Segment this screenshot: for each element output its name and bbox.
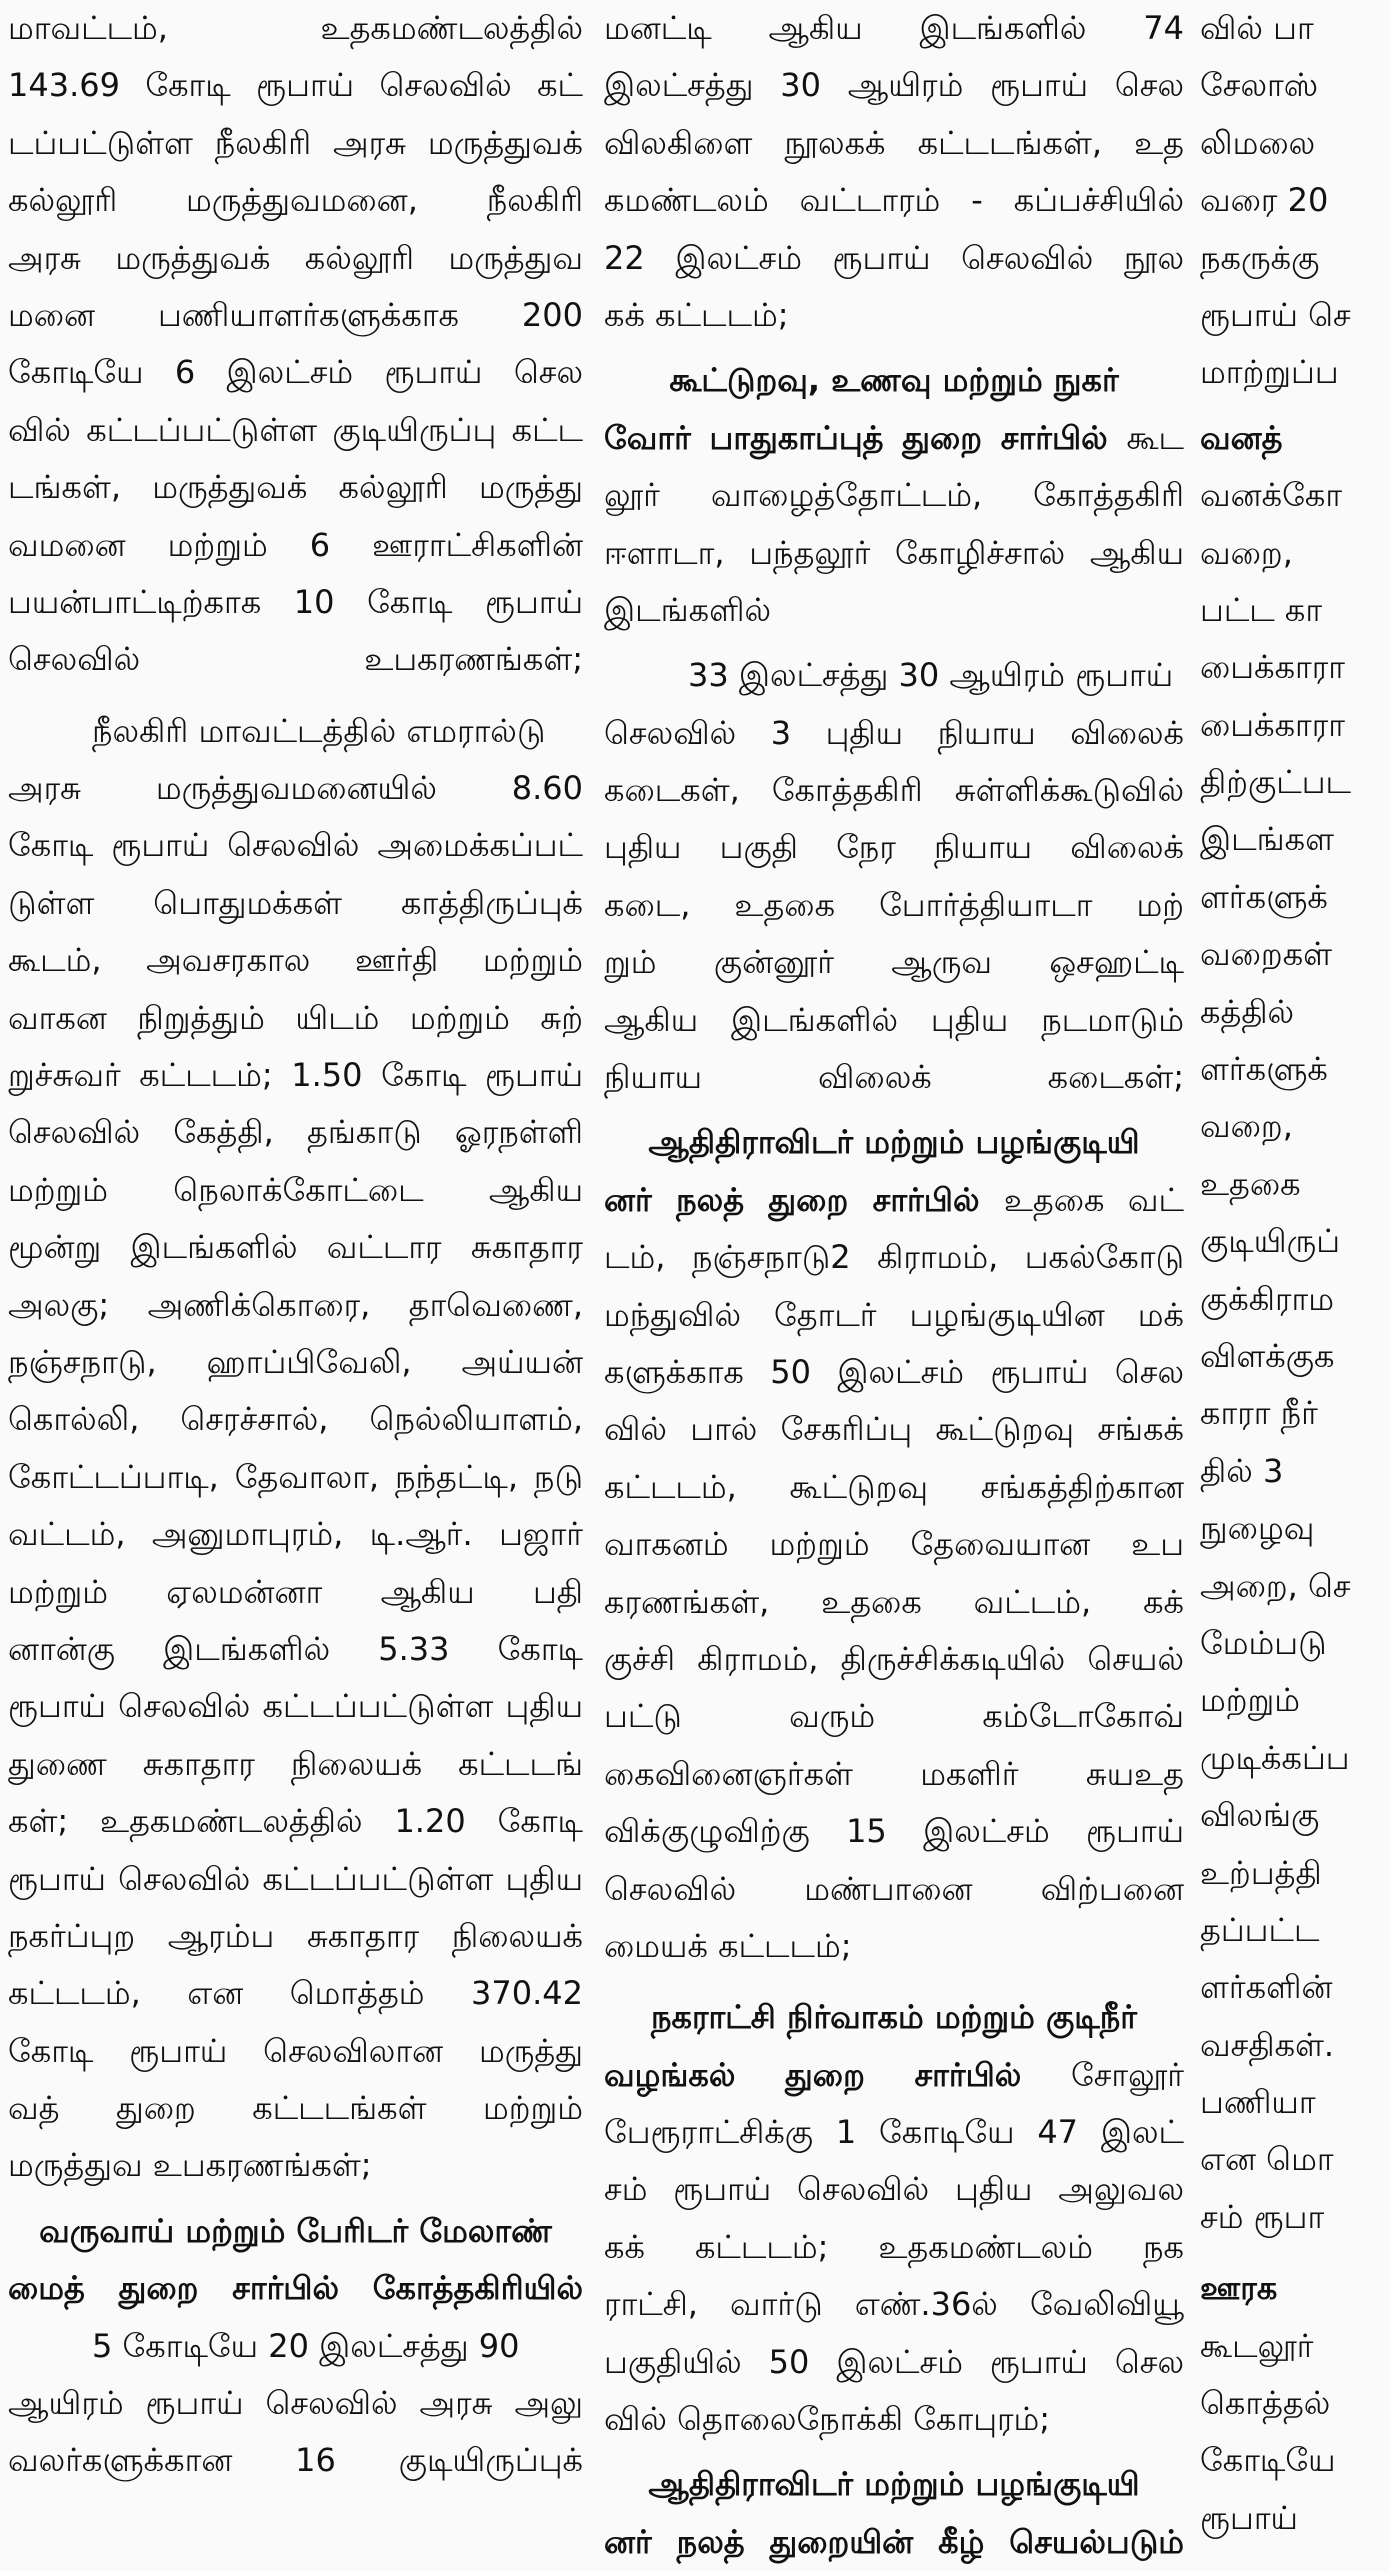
text-line: விளக்குக	[1200, 1336, 1335, 1375]
text-line: கக் கட்டடம்; உதகமண்டலம் நக	[604, 2227, 1184, 2266]
text-line: குக்கிராம	[1200, 1279, 1334, 1318]
text-line: வில் கட்டப்பட்டுள்ள குடியிருப்பு கட்ட	[8, 410, 583, 449]
text-line: னர் நலத் துறையின் கீழ் செயல்படும்	[604, 2522, 1184, 2561]
text-line: பயன்பாட்டிற்காக 10 கோடி ரூபாய்	[8, 582, 583, 621]
text-line: கொல்லி, செரச்சால், நெல்லியாளம்,	[8, 1400, 583, 1439]
text-line: மையக் கட்டடம்;	[604, 1926, 852, 1965]
section-heading: கூட்டுறவு, உணவு மற்றும் நுகர்	[669, 361, 1119, 400]
paragraph	[604, 1114, 1184, 1975]
text-line: கோடியே 6 இலட்சம் ரூபாய் செல	[8, 353, 583, 392]
paragraph	[604, 0, 1184, 344]
text-line: 5 கோடியே 20 இலட்சத்து 90	[92, 2326, 520, 2365]
text-line: களுக்காக 50 இலட்சம் ரூபாய் செல	[604, 1352, 1184, 1391]
paragraph	[1200, 0, 1390, 402]
text-line: வத் துறை கட்டடங்கள் மற்றும்	[8, 2089, 583, 2128]
text-line: வில் தொலைநோக்கி கோபுரம்;	[604, 2400, 1051, 2439]
section-heading-tail: னர் நலத் துறை சார்பில்	[604, 1180, 1004, 1219]
text-line: 22 இலட்சம் ரூபாய் செலவில் நூல	[604, 238, 1184, 277]
text-line: வில் பா	[1200, 9, 1314, 47]
text-line: செலவில் 3 புதிய நியாய விலைக்	[604, 713, 1184, 752]
text-line: ராட்சி, வார்டு எண்.36ல் வேலிவியூ	[604, 2285, 1184, 2324]
text-line: தில் 3	[1200, 1451, 1284, 1490]
text-line: கடை, உதகை போர்த்தியாடா மற்	[604, 885, 1184, 924]
text-line: டங்கள், மருத்துவக் கல்லூரி மருத்து	[8, 468, 583, 507]
text-line	[604, 2047, 1184, 2104]
section-heading: ஊரக	[1200, 2269, 1278, 2308]
text-line: ஈளாடா, பந்தலூர் கோழிச்சால் ஆகிய	[604, 533, 1184, 572]
text-line: கைவினைஞர்கள் மகளிர் சுயஉத	[604, 1754, 1184, 1793]
text-line: னான்கு இடங்களில் 5.33 கோடி	[8, 1629, 583, 1668]
text-line: ஆகிய இடங்களில் புதிய நடமாடும்	[604, 1000, 1184, 1039]
paragraph	[8, 703, 583, 2195]
paragraph-gap	[1200, 2246, 1390, 2260]
text-line: ளர்களுக்	[1200, 1050, 1328, 1089]
text-run: கூட	[1126, 418, 1184, 457]
text-run: சோலூர்	[1070, 2055, 1184, 2094]
text-line: நுழைவு	[1200, 1509, 1315, 1548]
text-run: உதகை வட்	[1003, 1180, 1185, 1219]
paragraph	[8, 2203, 583, 2490]
text-line: நஞ்சநாடு, ஹாப்பிவேலி, அய்யன்	[8, 1342, 583, 1381]
text-line: மனட்டி ஆகிய இடங்களில் 74	[604, 9, 1184, 47]
text-line: வனக்கோ	[1200, 476, 1343, 515]
section-heading: நகராட்சி நிர்வாகம் மற்றும் குடிநீர்	[651, 1998, 1137, 2037]
text-line: அரசு மருத்துவமனையில் 8.60	[8, 769, 583, 808]
text-line: கடைகள், கோத்தகிரி சுள்ளிக்கூடுவில்	[604, 771, 1184, 810]
text-line: செலவில் மண்பானை விற்பனை	[604, 1869, 1184, 1908]
text-line: குச்சி கிராமம், திருச்சிக்கடியில் செயல்	[604, 1639, 1184, 1678]
text-line: இலட்சத்து 30 ஆயிரம் ரூபாய் செல	[604, 66, 1184, 105]
section-heading: வனத்	[1200, 418, 1283, 457]
text-line: நகர்ப்புற ஆரம்ப சுகாதார நிலையக்	[8, 1916, 583, 1955]
text-line: சம் ரூபாய் செலவில் புதிய அலுவல	[604, 2170, 1184, 2209]
text-line: உதகை	[1200, 1164, 1301, 1203]
text-line: டம், நஞ்சநாடு2 கிராமம், பகல்கோடு	[604, 1238, 1184, 1277]
text-line: வரை 20	[1200, 181, 1329, 220]
text-line: என மொ	[1200, 2140, 1334, 2179]
paragraph	[8, 0, 583, 689]
paragraph-gap	[1200, 402, 1390, 410]
text-line: 143.69 கோடி ரூபாய் செலவில் கட்	[8, 66, 583, 105]
text-line: பைக்காரா	[1200, 648, 1345, 687]
text-line: கமண்டலம் வட்டாரம் - கப்பச்சியில்	[604, 181, 1184, 220]
paragraph	[604, 647, 1184, 1106]
text-line: கட்டடம், என மொத்தம் 370.42	[8, 1974, 583, 2013]
text-line: வறை,	[1200, 1107, 1293, 1146]
text-line: மற்றும்	[1200, 1681, 1301, 1720]
column-1	[8, 0, 583, 2490]
text-line	[604, 410, 1184, 467]
text-line: செலவில் உபகரணங்கள்;	[8, 640, 583, 679]
section-heading-tail: வழங்கல் துறை சார்பில்	[604, 2055, 1071, 2094]
text-line: ளர்களுக்	[1200, 877, 1328, 916]
text-line: பேரூராட்சிக்கு 1 கோடியே 47 இலட்	[604, 2113, 1184, 2152]
text-line: நியாய விலைக் கடைகள்;	[604, 1058, 1184, 1097]
text-line: பகுதியில் 50 இலட்சம் ரூபாய் செல	[604, 2342, 1184, 2381]
text-line: நீலகிரி மாவட்டத்தில் எமரால்டு	[92, 711, 546, 750]
text-line: இடங்கள	[1200, 820, 1334, 859]
text-line: மாவட்டம், உதகமண்டலத்தில்	[8, 9, 583, 47]
paragraph-gap	[604, 2448, 1184, 2456]
text-line: விலங்கு	[1200, 1796, 1320, 1835]
text-line	[604, 1172, 1184, 1229]
text-line: லூர் வாழைத்தோட்டம், கோத்தகிரி	[604, 476, 1184, 515]
text-line: பணியா	[1200, 2083, 1316, 2122]
text-line: வசதிகள்.	[1200, 2025, 1335, 2064]
text-line: றுச்சுவர் கட்டடம்; 1.50 கோடி ரூபாய்	[8, 1056, 583, 1095]
text-line: கோடி ரூபாய் செலவிலான மருத்து	[8, 2031, 583, 2070]
text-line: விலகிளை நூலகக் கட்டடங்கள், உத	[604, 123, 1184, 162]
text-line: மருத்துவ உபகரணங்கள்;	[8, 2146, 372, 2185]
paragraph	[1200, 2260, 1390, 2547]
text-line: றும் குன்னூர் ஆருவ ஒசஹட்டி	[604, 943, 1184, 982]
text-line: புதிய பகுதி நேர நியாய விலைக்	[604, 828, 1184, 867]
text-line: வாகனம் மற்றும் தேவையான உப	[604, 1525, 1184, 1564]
text-line: உற்பத்தி	[1200, 1853, 1322, 1892]
text-line: கொத்தல்	[1200, 2384, 1331, 2423]
text-line: லிமலை	[1200, 123, 1316, 162]
text-line: முடிக்கப்ப	[1200, 1738, 1350, 1777]
paragraph-gap	[604, 344, 1184, 352]
text-line: கள்; உதகமண்டலத்தில் 1.20 கோடி	[8, 1802, 583, 1841]
paragraph	[604, 1989, 1184, 2448]
text-line: பட்டு வரும் கம்டோகோவ்	[604, 1697, 1184, 1736]
text-line: வட்டம், அனுமாபுரம், டி.ஆர். பஜார்	[8, 1515, 583, 1554]
column-2	[604, 0, 1184, 2571]
text-line: கூடம், அவசரகால ஊர்தி மற்றும்	[8, 941, 583, 980]
paragraph-gap	[604, 1975, 1184, 1989]
section-heading: ஆதிதிராவிடர் மற்றும் பழங்குடியி	[648, 1123, 1140, 1162]
text-line: பைக்காரா	[1200, 705, 1345, 744]
text-line: வறை,	[1200, 533, 1293, 572]
text-line: கக் கட்டடம்;	[604, 295, 789, 334]
paragraph	[1200, 410, 1390, 2247]
text-line: கோடியே	[1200, 2441, 1336, 2480]
text-line: ரூபாய் செலவில் கட்டப்பட்டுள்ள புதிய	[8, 1687, 583, 1726]
text-line: கல்லூரி மருத்துவமனை, நீலகிரி	[8, 181, 583, 220]
paragraph-gap	[604, 1106, 1184, 1114]
text-line: வில் பால் சேகரிப்பு கூட்டுறவு சங்கக்	[604, 1410, 1184, 1449]
text-line: மற்றும் ஏலமன்னா ஆகிய பதி	[8, 1572, 583, 1611]
text-line: கட்டடம், கூட்டுறவு சங்கத்திற்கான	[604, 1467, 1184, 1506]
text-line: அரசு மருத்துவக் கல்லூரி மருத்துவ	[8, 238, 583, 277]
section-heading: ஆதிதிராவிடர் மற்றும் பழங்குடியி	[648, 2465, 1140, 2504]
text-line: தப்பட்ட	[1200, 1910, 1320, 1949]
text-line: ரூபாய்	[1200, 2498, 1298, 2537]
section-heading: வருவாய் மற்றும் பேரிடர் மேலாண்	[39, 2211, 552, 2250]
text-line: பட்ட கா	[1200, 590, 1323, 629]
text-line: கூடலூர்	[1200, 2326, 1314, 2365]
text-line: கோட்டப்பாடி, தேவாலா, நந்தட்டி, நடு	[8, 1457, 583, 1496]
paragraph-gap	[604, 639, 1184, 647]
text-line: மேம்படு	[1200, 1623, 1327, 1662]
text-line: விக்குழுவிற்கு 15 இலட்சம் ரூபாய்	[604, 1812, 1184, 1851]
column-3	[1200, 0, 1390, 2547]
text-line: மந்துவில் தோடர் பழங்குடியின மக்	[604, 1295, 1184, 1334]
text-line: மற்றும் நெலாக்கோட்டை ஆகிய	[8, 1170, 583, 1209]
text-line: அறை, செ	[1200, 1566, 1351, 1605]
text-line: சம் ரூபா	[1200, 2197, 1325, 2236]
text-line: வறைகள்	[1200, 935, 1333, 974]
text-line: கரணங்கள், உதகை வட்டம், கக்	[604, 1582, 1184, 1621]
paragraph	[604, 352, 1184, 639]
text-line: கோடி ரூபாய் செலவில் அமைக்கப்பட்	[8, 826, 583, 865]
text-line: செலவில் கேத்தி, தங்காடு ஓரநள்ளி	[8, 1113, 583, 1152]
text-line: வலர்களுக்கான 16 குடியிருப்புக்	[8, 2441, 583, 2480]
text-line: சேலாஸ்	[1200, 66, 1319, 105]
text-line: ஆயிரம் ரூபாய் செலவில் அரசு அலு	[8, 2384, 583, 2423]
paragraph-gap	[8, 689, 583, 703]
text-line: மாற்றுப்ப	[1200, 353, 1339, 392]
text-line: டப்பட்டுள்ள நீலகிரி அரசு மருத்துவக்	[8, 123, 583, 162]
text-line: நகருக்கு	[1200, 238, 1320, 277]
text-line: மைத் துறை சார்பில் கோத்தகிரியில்	[8, 2269, 583, 2308]
paragraph	[604, 2456, 1184, 2571]
text-line: மனை பணியாளர்களுக்காக 200	[8, 295, 583, 334]
text-line: ரூபாய் செலவில் கட்டப்பட்டுள்ள புதிய	[8, 1859, 583, 1898]
text-line: கத்தில்	[1200, 992, 1295, 1031]
text-line: வாகன நிறுத்தும் யிடம் மற்றும் சுற்	[8, 998, 583, 1037]
text-line: குடியிருப்	[1200, 1222, 1341, 1261]
text-line: டுள்ள பொதுமக்கள் காத்திருப்புக்	[8, 883, 583, 922]
section-heading-tail: வோர் பாதுகாப்புத் துறை சார்பில்	[604, 418, 1127, 457]
paragraph-gap	[8, 2195, 583, 2203]
text-line: துணை சுகாதார நிலையக் கட்டடங்	[8, 1744, 583, 1783]
text-line: ளர்களின்	[1200, 1968, 1333, 2007]
text-line: இடங்களில்	[604, 590, 772, 629]
text-line: ரூபாய் செ	[1200, 295, 1351, 334]
text-line: மூன்று இடங்களில் வட்டார சுகாதார	[8, 1228, 583, 1267]
text-line: காரா நீர்	[1200, 1394, 1318, 1433]
text-line: 33 இலட்சத்து 30 ஆயிரம் ரூபாய்	[688, 656, 1174, 695]
text-line: வமனை மற்றும் 6 ஊராட்சிகளின்	[8, 525, 583, 564]
text-line: அலகு; அணிக்கொரை, தாவெணை,	[8, 1285, 583, 1324]
text-line: திற்குட்பட	[1200, 763, 1351, 802]
